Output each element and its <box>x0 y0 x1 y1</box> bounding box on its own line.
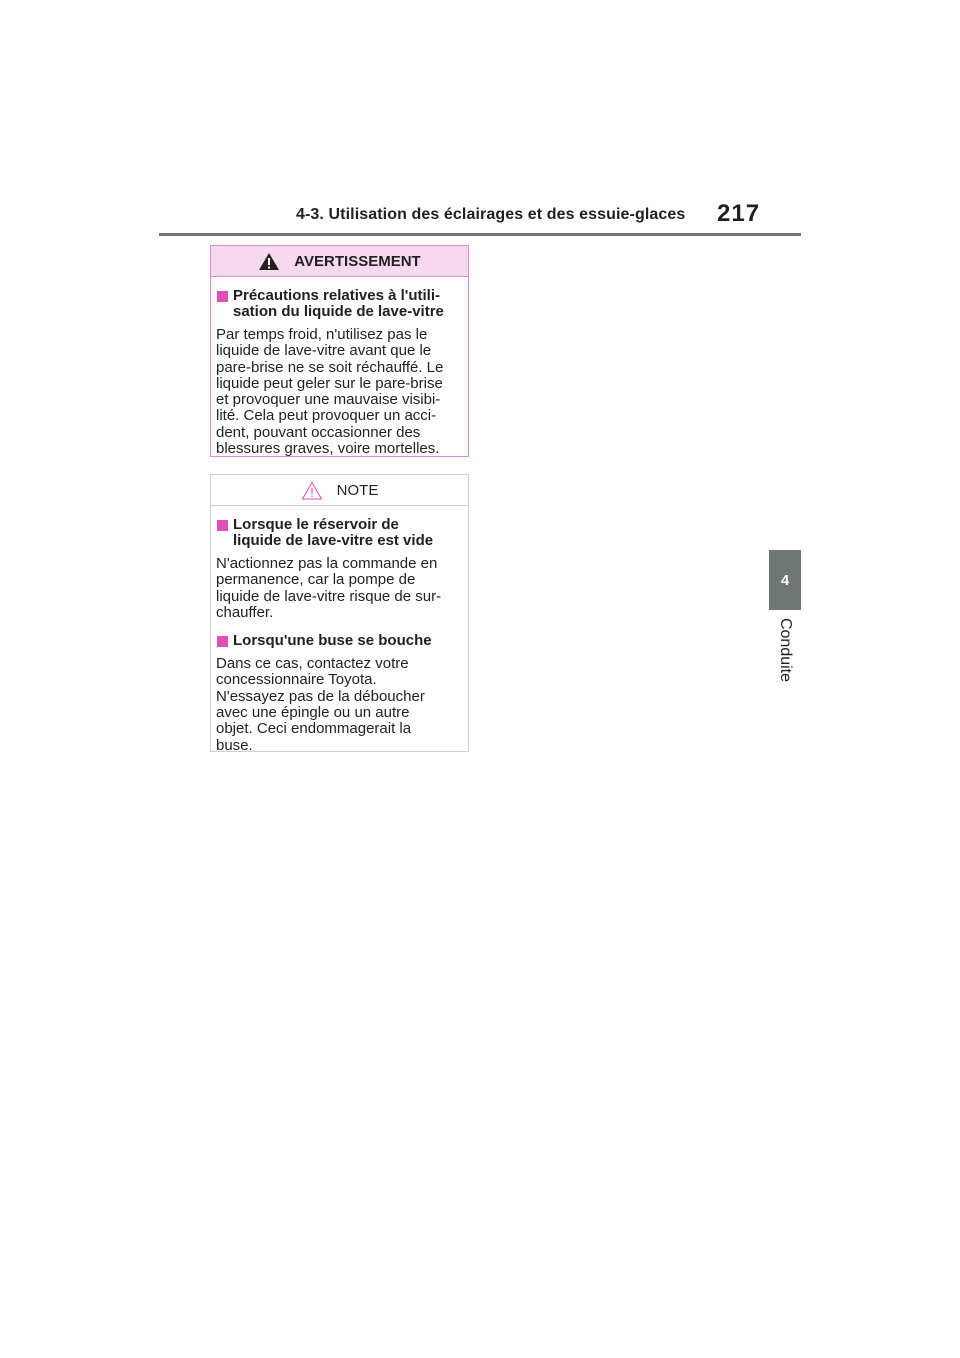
chapter-tab <box>769 550 801 610</box>
note-item-title: Lorsque le réservoir de liquide de lave-vitre est vide <box>216 517 463 549</box>
note-box <box>210 474 469 752</box>
caution-triangle-outline-icon <box>301 481 323 500</box>
chapter-number: 4 <box>780 571 790 589</box>
warning-box-header <box>211 246 468 277</box>
warning-heading: AVERTISSEMENT <box>294 252 421 270</box>
warning-box-body <box>211 277 468 457</box>
warning-box <box>210 245 469 457</box>
note-item-text: Dans ce cas, contactez votre concessionnaire Toyota. N'essayez pas de la déboucher avec une épingle ou un autre objet. Ceci endommagerait la buse. <box>216 655 425 754</box>
warning-triangle-icon <box>258 252 280 271</box>
note-box-body <box>211 506 468 754</box>
square-bullet-icon <box>217 291 228 302</box>
square-bullet-icon <box>217 520 228 531</box>
header-rule <box>159 233 801 236</box>
note-item-title: Lorsqu'une buse se bouche <box>216 633 463 649</box>
chapter-label: Conduite <box>777 617 794 683</box>
warning-item-title: Précautions relatives à l'utili- sation du liquide de lave-vitre <box>216 288 463 320</box>
section-header-title: 4-3. Utilisation des éclairages et des essuie-glaces <box>296 206 686 223</box>
square-bullet-icon <box>217 636 228 647</box>
note-item-text: N'actionnez pas la commande en permanence, car la pompe de liquide de lave-vitre risque de sur- chauffer. <box>216 555 442 621</box>
note-heading: NOTE <box>336 481 379 499</box>
warning-item-text: Par temps froid, n'utilisez pas le liquide de lave-vitre avant que le pare-brise ne se soit réchauffé. Le liquide peut geler sur le pare-brise et provoquer une mauvaise visibi- lité. Cela peut provoquer un acci- dent, pouvant occasionner des blessures graves, voire mortelles. <box>216 326 444 458</box>
note-box-header <box>211 475 468 506</box>
page-number: 217 <box>717 200 761 227</box>
